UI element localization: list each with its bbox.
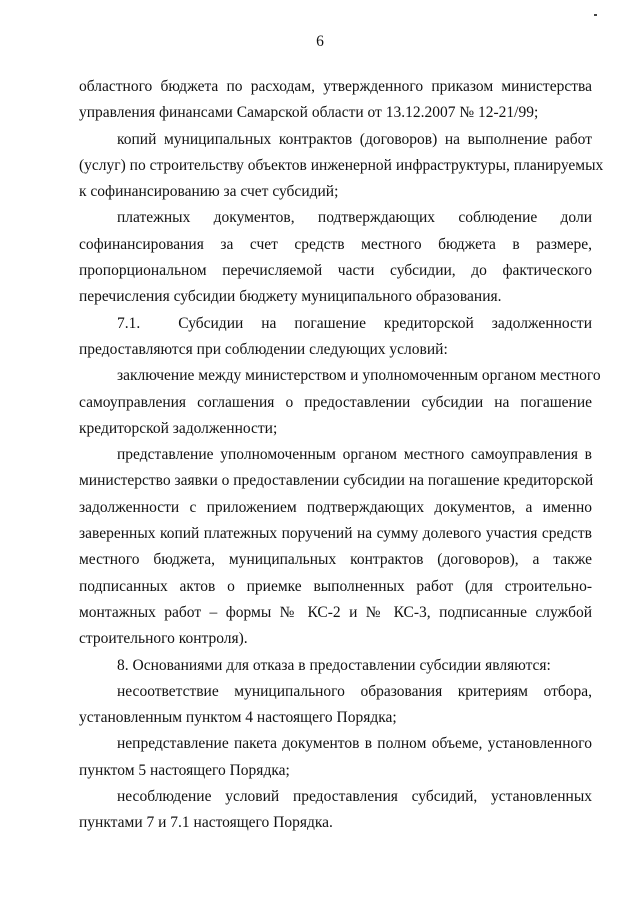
text-line: самоуправления соглашения о предоставлении субсидии на погашение: [79, 393, 592, 411]
scan-mark: [594, 14, 597, 16]
text-line: к софинансированию за счет субсидий;: [79, 183, 339, 201]
text-line: областного бюджета по расходам, утвержденного приказом министерства: [79, 78, 592, 95]
section-7-1-number: 7.1.: [117, 314, 141, 332]
text-line: копий муниципальных контрактов (договоров) на выполнение работ: [117, 130, 592, 148]
text-line: заключение между министерством и уполномоченным органом местного: [117, 367, 601, 385]
text-line: местного бюджета, муниципальных контрактов (договоров), а также: [79, 551, 592, 569]
text-line: непредставление пакета документов в полном объеме, установленного: [117, 735, 592, 753]
text-line: строительного контроля).: [79, 630, 248, 648]
text-line: платежных документов, подтверждающих соблюдение доли: [117, 209, 592, 227]
section-7-1-line: [79, 311, 592, 337]
text-line: пунктом 5 настоящего Порядка;: [79, 761, 290, 779]
text-line: софинансирования за счет средств местного бюджета в размере,: [79, 235, 592, 253]
text-line: несоответствие муниципального образования критериям отбора,: [117, 682, 592, 700]
text-line: пропорциональном перечисляемой части субсидии, до фактического: [79, 262, 592, 280]
text-line: задолженности с приложением подтверждающих документов, а именно: [79, 498, 592, 516]
section-7-1-text: Субсидии на погашение кредиторской задолженности: [178, 314, 592, 332]
text-line: перечисления субсидии бюджету муниципального образования.: [79, 288, 502, 306]
document-body: [79, 74, 604, 837]
text-line: установленным пунктом 4 настоящего Порядка;: [79, 709, 397, 727]
text-line: министерство заявки о предоставлении субсидии на погашение кредиторской: [79, 472, 594, 490]
text-line: пунктами 7 и 7.1 настоящего Порядка.: [79, 814, 333, 832]
text-line: заверенных копий платежных поручений на сумму долевого участия средств: [79, 525, 592, 543]
text-line: кредиторской задолженности;: [79, 419, 278, 437]
text-line: (услуг) по строительству объектов инженерной инфраструктуры, планируемых: [79, 156, 604, 174]
text-line: монтажных работ – формы № КС-2 и № КС-3, подписанные службой: [79, 603, 592, 621]
text-line: управления финансами Самарской области от 13.12.2007 № 12-21/99;: [79, 104, 539, 122]
text-line: подписанных актов о приемке выполненных работ (для строительно-: [79, 577, 592, 595]
text-line: несоблюдение условий предоставления субсидий, установленных: [117, 788, 592, 806]
text-line: предоставляются при соблюдении следующих условий:: [79, 340, 448, 358]
text-line: 8. Основаниями для отказа в предоставлении субсидии являются:: [117, 656, 551, 674]
page-number: 6: [316, 33, 324, 50]
text-line: представление уполномоченным органом местного самоуправления в: [117, 446, 592, 464]
